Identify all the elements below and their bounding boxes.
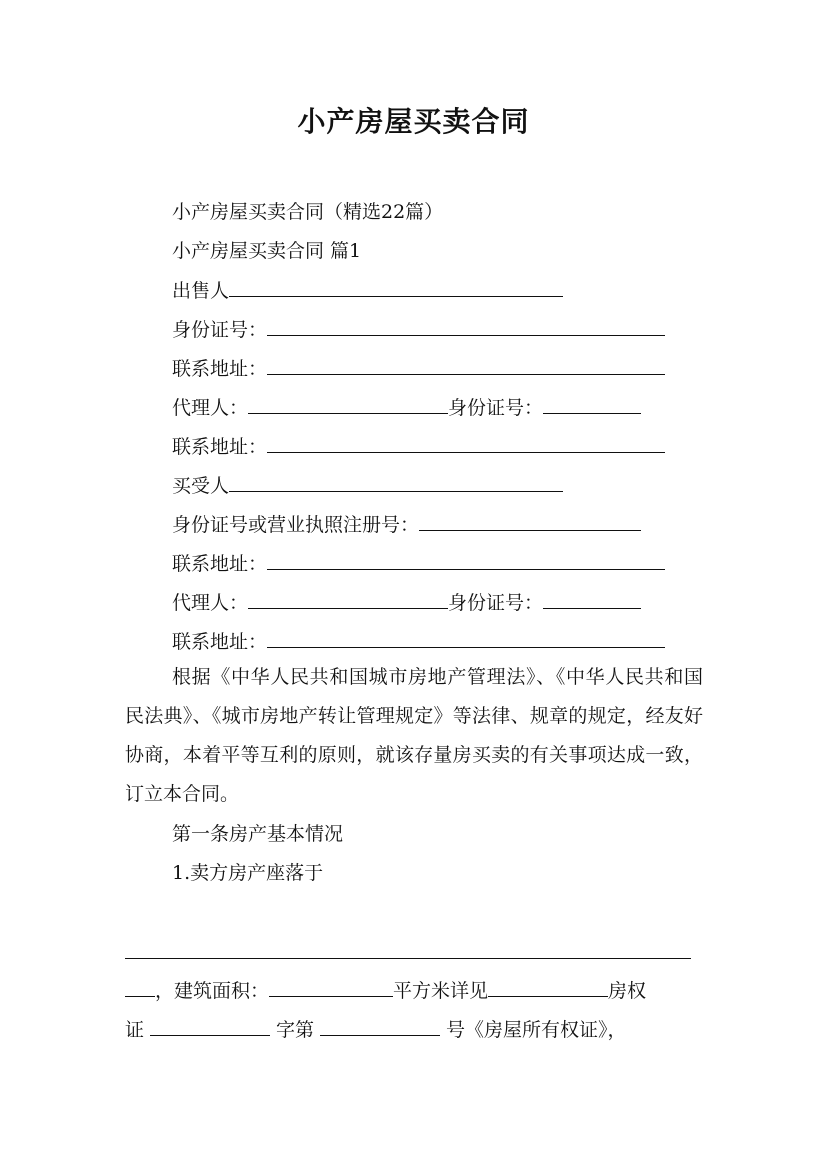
buyer-agent-id-blank[interactable] xyxy=(543,590,641,609)
seller-line xyxy=(172,278,563,303)
document-subtitle: 小产房屋买卖合同（精选22篇） xyxy=(172,201,444,223)
buyer-id-line xyxy=(172,512,641,537)
sqm-detail-label: 平方米详见 xyxy=(393,980,489,1002)
seller-id-blank[interactable] xyxy=(267,317,665,336)
cert-number-blank[interactable] xyxy=(320,1017,440,1036)
cert-label: 房权 xyxy=(608,980,647,1002)
seller-agent-blank[interactable] xyxy=(248,395,448,414)
buyer-agent-blank[interactable] xyxy=(248,590,448,609)
buyer-label: 买受人 xyxy=(172,475,230,497)
buyer-address-label: 联系地址： xyxy=(172,553,268,575)
buyer-agent-address-line xyxy=(172,629,665,654)
location-blank-rule[interactable] xyxy=(125,958,691,959)
seller-address-line xyxy=(172,356,665,381)
document-title: 小产房屋买卖合同 xyxy=(297,105,530,138)
buyer-id-label: 身份证号或营业执照注册号： xyxy=(172,514,420,536)
seller-address-label: 联系地址： xyxy=(172,358,268,380)
buyer-agent-address-blank[interactable] xyxy=(267,629,665,648)
cert-area-blank[interactable] xyxy=(150,1017,270,1036)
area-line xyxy=(125,978,646,1003)
preamble-paragraph: 根据《中华人民共和国城市房地产管理法》、《中华人民共和国民法典》、《城市房地产转让管理规定》等法律、规章的规定，经友好协商，本着平等互利的原则，就该存量房买卖的有关事项达成一致，订立本合同。 xyxy=(125,666,703,805)
buyer-address-line xyxy=(172,551,665,576)
buyer-line xyxy=(172,473,563,498)
seller-agent-id-blank[interactable] xyxy=(543,395,641,414)
seller-label: 出售人 xyxy=(172,280,230,302)
seller-id-label: 身份证号： xyxy=(172,319,268,341)
section-heading: 小产房屋买卖合同 篇1 xyxy=(172,240,362,262)
location-blank-end[interactable] xyxy=(125,978,155,997)
seller-agent-label: 代理人： xyxy=(172,397,249,419)
cert-prefix: 证 xyxy=(125,1019,145,1041)
detail-blank[interactable] xyxy=(488,978,608,997)
seller-id-line xyxy=(172,317,665,342)
area-label: ，建筑面积： xyxy=(155,980,270,1002)
seller-agent-line xyxy=(172,395,641,420)
buyer-agent-address-label: 联系地址： xyxy=(172,631,268,653)
buyer-agent-line xyxy=(172,590,641,615)
cert-suffix: 号《房屋所有权证》， xyxy=(446,1019,627,1041)
cert-line xyxy=(125,1017,627,1042)
buyer-address-blank[interactable] xyxy=(267,551,665,570)
article-1-title: 第一条房产基本情况 xyxy=(172,823,344,845)
buyer-agent-id-label: 身份证号： xyxy=(448,592,544,614)
seller-address-blank[interactable] xyxy=(267,356,665,375)
buyer-id-blank[interactable] xyxy=(419,512,641,531)
buyer-blank[interactable] xyxy=(229,473,563,492)
seller-agent-address-label: 联系地址： xyxy=(172,436,268,458)
cert-char: 字第 xyxy=(276,1019,315,1041)
item-1-label: 1.卖方房产座落于 xyxy=(172,862,324,884)
seller-agent-id-label: 身份证号： xyxy=(448,397,544,419)
seller-agent-address-blank[interactable] xyxy=(267,434,665,453)
buyer-agent-label: 代理人： xyxy=(172,592,249,614)
seller-blank[interactable] xyxy=(229,278,563,297)
area-blank[interactable] xyxy=(269,978,393,997)
seller-agent-address-line xyxy=(172,434,665,459)
